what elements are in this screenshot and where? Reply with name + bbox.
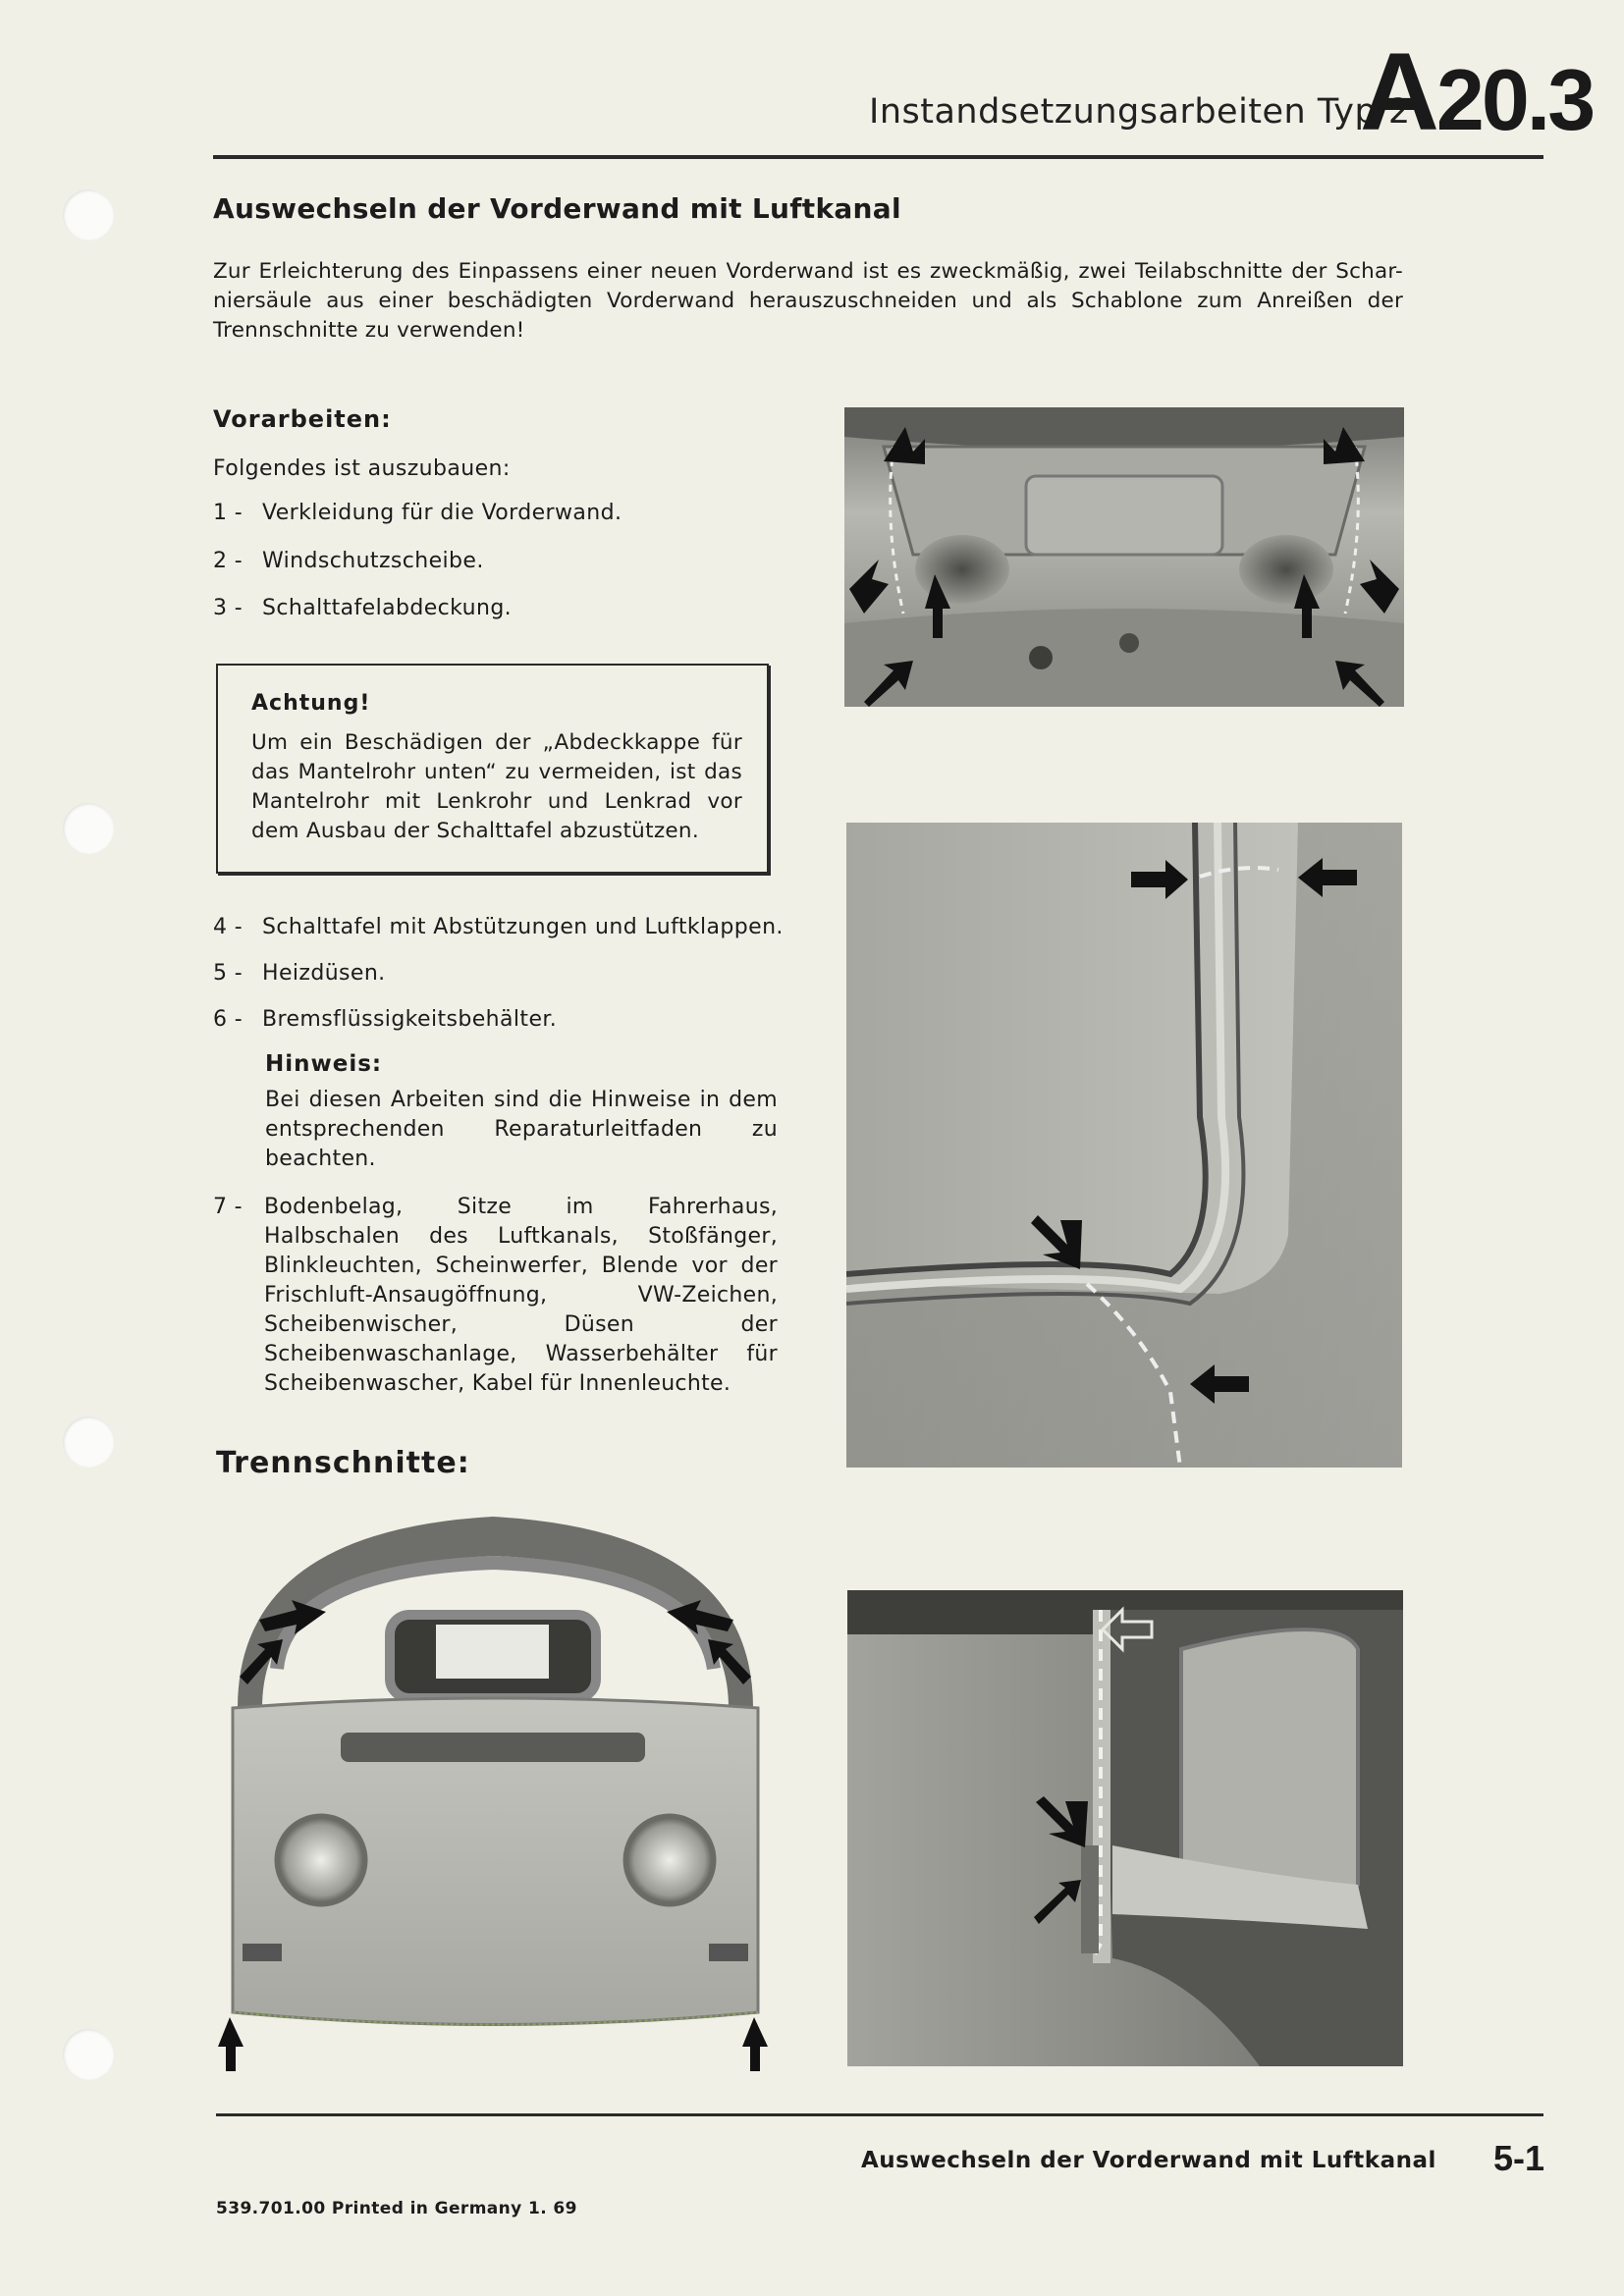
page-number: 5-1 (1493, 2138, 1545, 2178)
section-title: Instandsetzungsarbeiten Typ 2 (869, 92, 1411, 132)
binder-hole (63, 1416, 114, 1468)
section-code-number: 20.3 (1435, 51, 1594, 148)
list-item-text: Verkleidung für die Vorderwand. (262, 501, 623, 525)
print-info: 539.701.00 Printed in Germany 1. 69 (216, 2199, 577, 2218)
list-item-text: Bremsflüssigkeitsbehälter. (262, 1007, 558, 1032)
list-item-number: 1 - (213, 501, 244, 525)
photo-front-body (218, 1502, 773, 2076)
list-item-text: Heizdüsen. (262, 961, 386, 986)
section-code-letter: A (1360, 30, 1436, 153)
intro-paragraph: Zur Erleichterung des Einpassens einer neuen Vorderwand ist es zweckmäßig, zwei Teilabschnitte der Schar-niersäule aus einer beschädigten Vorderwand herauszuschneiden und als Schablone zum Anreißen der Trennschnitte zu verwenden! (213, 259, 1403, 343)
warning-box (216, 664, 769, 874)
note-text: Bei diesen Arbeiten sind die Hinweise in dem entsprechenden Reparaturleitfaden zu beachten. (265, 1088, 778, 1171)
list-item-text: Schalttafelabdeckung. (262, 596, 513, 620)
binder-hole (63, 803, 114, 854)
note-title: Hinweis: (265, 1051, 383, 1077)
footer-title: Auswechseln der Vorderwand mit Luftkanal (861, 2148, 1436, 2173)
binder-hole (63, 189, 114, 240)
list-item-text: Schalttafel mit Abstützungen und Luftklappen. (262, 915, 784, 939)
photo-lower-pillar-joint (847, 1590, 1403, 2066)
list-item (213, 594, 512, 623)
cuts-heading: Trennschnitte: (216, 1446, 470, 1480)
section-code (1360, 30, 1594, 153)
page-title: Auswechseln der Vorderwand mit Luftkanal (213, 192, 901, 225)
list-item-number: 7 - (213, 1195, 243, 1219)
photo-hinge-pillar (846, 823, 1402, 1468)
list-item (213, 913, 784, 942)
list-item-number: 4 - (213, 915, 244, 939)
list-item-number: 2 - (213, 549, 244, 573)
footer-rule (216, 2113, 1543, 2116)
photo-front-wall-interior (844, 407, 1404, 707)
list-item (213, 1005, 557, 1035)
binder-hole (63, 2029, 114, 2080)
list-item-number: 5 - (213, 961, 244, 986)
list-item (213, 1193, 778, 1399)
prep-heading: Vorarbeiten: (213, 405, 392, 433)
list-item-text: Windschutzscheibe. (262, 549, 484, 573)
warning-title: Achtung! (251, 691, 371, 716)
warning-text: Um ein Beschädigen der „Abdeckkappe für das Mantelrohr unten“ zu vermeiden, ist das Mantelrohr mit Lenkrohr und Lenkrad vor dem Ausbau der Schalttafel abzustützen. (251, 730, 742, 843)
header-rule (213, 155, 1543, 159)
list-item-number: 6 - (213, 1007, 244, 1032)
list-item-number: 3 - (213, 596, 244, 620)
prep-intro: Folgendes ist auszubauen: (213, 456, 511, 481)
list-item (213, 547, 484, 576)
list-item (213, 499, 622, 528)
list-item-text: Bodenbelag, Sitze im Fahrerhaus, Halbschalen des Luftkanals, Stoßfänger, Blinkleuchten, Scheinwerfer, Blende vor der Frischluft-Ansaugöffnung, VW-Zeichen, Scheibenwischer, Düsen der Scheibenwaschanlage, Wasserbehälter für Scheibenwascher, Kabel für Innenleuchte. (264, 1195, 778, 1396)
list-item (213, 959, 386, 988)
